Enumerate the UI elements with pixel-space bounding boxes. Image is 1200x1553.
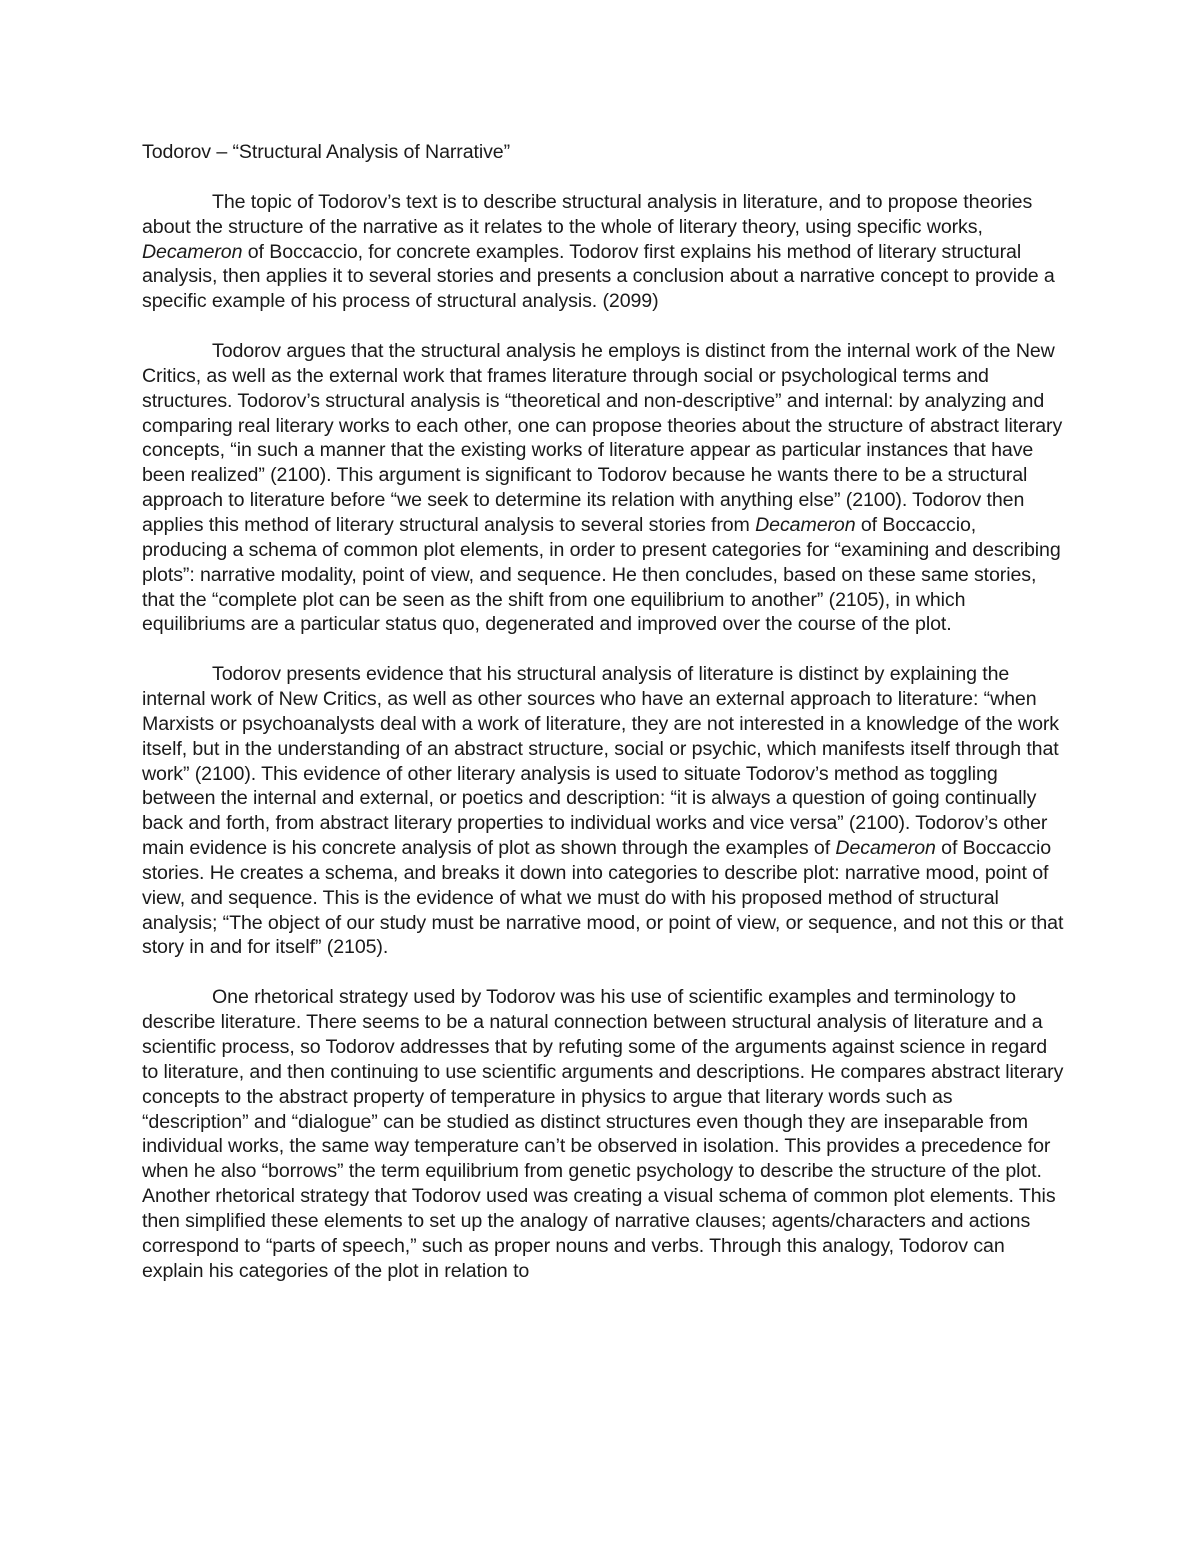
paragraph-1-italic-title: Decameron bbox=[142, 240, 243, 263]
paragraph-4-text-a: One rhetorical strategy used by Todorov was his use of scientific examples and terminology to describe literature. There seems to be a natural connection between structural analysis of literature and a scientific process, so Todorov addresses that by refuting some of the arguments against science in regard to literature, and then continuing to use scientific arguments and descriptions. He compares abstract literary concepts to the abstract property of temperature in physics to argue that literary words such as “description” and “dialogue” can be studied as distinct structures even though they are inseparable from individual works, the same way temperature can’t be observed in isolation. This provides a precedence for when he also “borrows” the term equilibrium from genetic psychology to describe the structure of the plot. Another rhetorical strategy that Todorov used was creating a visual schema of common plot elements. This then simplified these elements to set up the analogy of narrative clauses; agents/characters and actions correspond to “parts of speech,” such as proper nouns and verbs. Through this analogy, Todorov can explain his categories of the plot in relation to bbox=[142, 986, 1064, 1282]
paragraph-2-text-a: Todorov argues that the structural analysis he employs is distinct from the internal work of the New Critics, as well as the external work that frames literature through social or psychological terms and structures. Todorov’s structural analysis is “theoretical and non-descriptive” and internal: by analyzing and comparing real literary works to each other, one can propose theories about the structure of abstract literary concepts, “in such a manner that the existing works of literature appear as particular instances that have been realized” (2100). This argument is significant to Todorov because he wants there to be a structural approach to literature before “we seek to determine its relation with anything else” (2100). Todorov then applies this method of literary structural analysis to several stories from bbox=[142, 340, 1063, 536]
paragraph-2-text-b: of Boccaccio, producing a schema of common plot elements, in order to present categories for “examining and describing plots”: narrative modality, point of view, and sequence. He then concludes, based on these same stories, that the “complete plot can be seen as the shift from one equilibrium to another” (2105), in which equilibriums are a particular status quo, degenerated and improved over the course of the plot. bbox=[142, 513, 1061, 636]
paragraph-1-text-b: of Boccaccio, for concrete examples. Todorov first explains his method of literary structural analysis, then applies it to several stories and presents a conclusion about a narrative concept to provide a specific example of his process of structural analysis. (2099) bbox=[142, 240, 1055, 313]
paragraph-3 bbox=[142, 662, 1064, 960]
paragraph-2-italic-title: Decameron bbox=[755, 513, 856, 536]
paragraph-3-italic-title: Decameron bbox=[835, 837, 936, 860]
document-body bbox=[142, 140, 1064, 1283]
paragraph-2 bbox=[142, 339, 1064, 637]
paragraph-3-text-b: of Boccaccio stories. He creates a schema, and breaks it down into categories to describe plot: narrative mood, point of view, and sequence. This is the evidence of what we must do with his proposed method of structural analysis; “The object of our study must be narrative mood, or point of view, or sequence, and not this or that story in and for itself” (2105). bbox=[142, 837, 1064, 959]
paragraph-1-text-a: The topic of Todorov’s text is to describe structural analysis in literature, and to propose theories about the structure of the narrative as it relates to the whole of literary theory, using specific works, bbox=[142, 190, 1033, 238]
paragraph-3-text-a: Todorov presents evidence that his structural analysis of literature is distinct by explaining the internal work of New Critics, as well as other sources who have an external approach to literature: “when Marxists or psychoanalysts deal with a work of literature, they are not interested in a knowledge of the work itself, but in the understanding of an abstract structure, social or psychic, which manifests itself through that work” (2100). This evidence of other literary analysis is used to situate Todorov’s method as toggling between the internal and external, or poetics and description: “it is always a question of going continually back and forth, from abstract literary properties to individual works and vice versa” (2100). Todorov’s other main evidence is his concrete analysis of plot as shown through the examples of bbox=[142, 663, 1059, 860]
paragraph-1 bbox=[142, 190, 1064, 314]
document-title: Todorov – “Structural Analysis of Narrative” bbox=[142, 141, 511, 163]
paragraph-4 bbox=[142, 985, 1064, 1283]
